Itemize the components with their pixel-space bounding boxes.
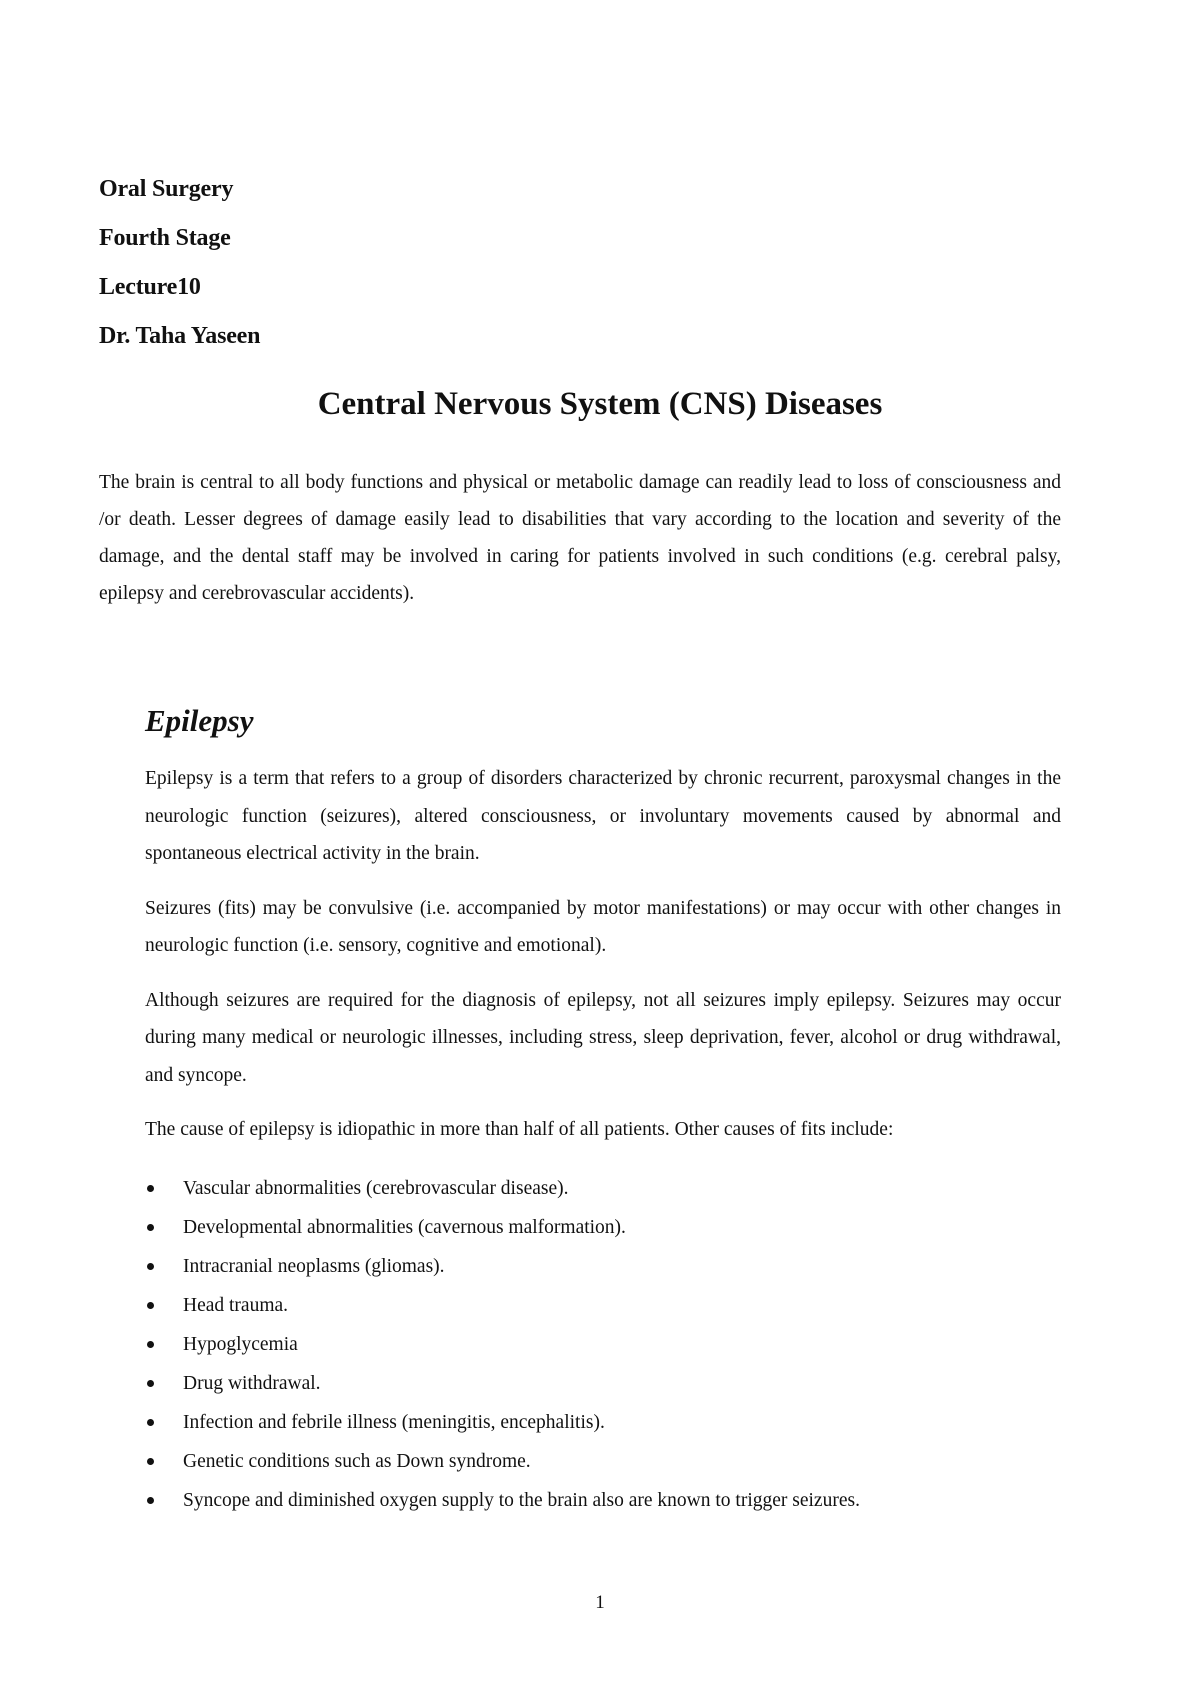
list-item [145,1325,1061,1364]
list-item [145,1208,1061,1247]
list-item-text: Drug withdrawal. [183,1372,321,1394]
list-item [145,1286,1061,1325]
stage-label: Fourth Stage [99,225,231,251]
lecture-number: Lecture10 [99,274,201,300]
list-item-text: Vascular abnormalities (cerebrovascular disease). [183,1177,569,1199]
bullet-icon [147,1341,154,1348]
causes-intro-paragraph: The cause of epilepsy is idiopathic in more than half of all patients. Other causes of fits include: [145,1119,894,1140]
list-item [145,1247,1061,1286]
diagnosis-paragraph: Although seizures are required for the diagnosis of epilepsy, not all seizures imply epilepsy. Seizures may occur during many medical or neurologic illnesses, including stress, sleep deprivation, fever, alcohol or drug withdrawal, and syncope. [145,989,1061,1086]
list-item [145,1364,1061,1403]
bullet-icon [147,1185,154,1192]
page-number: 1 [595,1592,605,1613]
list-item-text: Infection and febrile illness (meningitis, encephalitis). [183,1411,605,1433]
list-item-text: Head trauma. [183,1294,289,1316]
seizures-paragraph: Seizures (fits) may be convulsive (i.e. accompanied by motor manifestations) or may occur with other changes in neurologic function (i.e. sensory, cognitive and emotional). [145,897,1061,956]
bullet-icon [147,1419,154,1426]
list-item [145,1403,1061,1442]
epilepsy-section [145,700,1061,1520]
list-item [145,1169,1061,1208]
list-item-text: Intracranial neoplasms (gliomas). [183,1255,445,1277]
course-name: Oral Surgery [99,176,234,202]
bullet-icon [147,1497,154,1504]
section-heading: Epilepsy [145,703,254,738]
list-item [145,1481,1061,1520]
list-item [145,1442,1061,1481]
list-item-text: Genetic conditions such as Down syndrome. [183,1450,531,1472]
list-item-text: Hypoglycemia [183,1333,298,1355]
list-item-text: Developmental abnormalities (cavernous malformation). [183,1216,626,1238]
list-item-text: Syncope and diminished oxygen supply to the brain also are known to trigger seizures. [183,1489,860,1511]
bullet-icon [147,1224,154,1231]
epilepsy-definition-paragraph: Epilepsy is a term that refers to a group of disorders characterized by chronic recurrent, paroxysmal changes in the neurologic function (seizures), altered consciousness, or involuntary movements caused by abnormal and spontaneous electrical activity in the brain. [145,768,1061,864]
bullet-icon [147,1458,154,1465]
lecture-header [99,165,260,361]
bullet-icon [147,1302,154,1309]
bullet-icon [147,1263,154,1270]
lecturer-name: Dr. Taha Yaseen [99,323,261,349]
document-title: Central Nervous System (CNS) Diseases [317,386,883,422]
bullet-icon [147,1380,154,1387]
intro-paragraph: The brain is central to all body functions and physical or metabolic damage can readily lead to loss of consciousness and /or death. Lesser degrees of damage easily lead to disabilities that vary according to the location and severity of the damage, and the dental staff may be involved in caring for patients involved in such conditions (e.g. cerebral palsy, epilepsy and cerebrovascular accidents). [99,472,1061,604]
causes-list [145,1169,1061,1520]
